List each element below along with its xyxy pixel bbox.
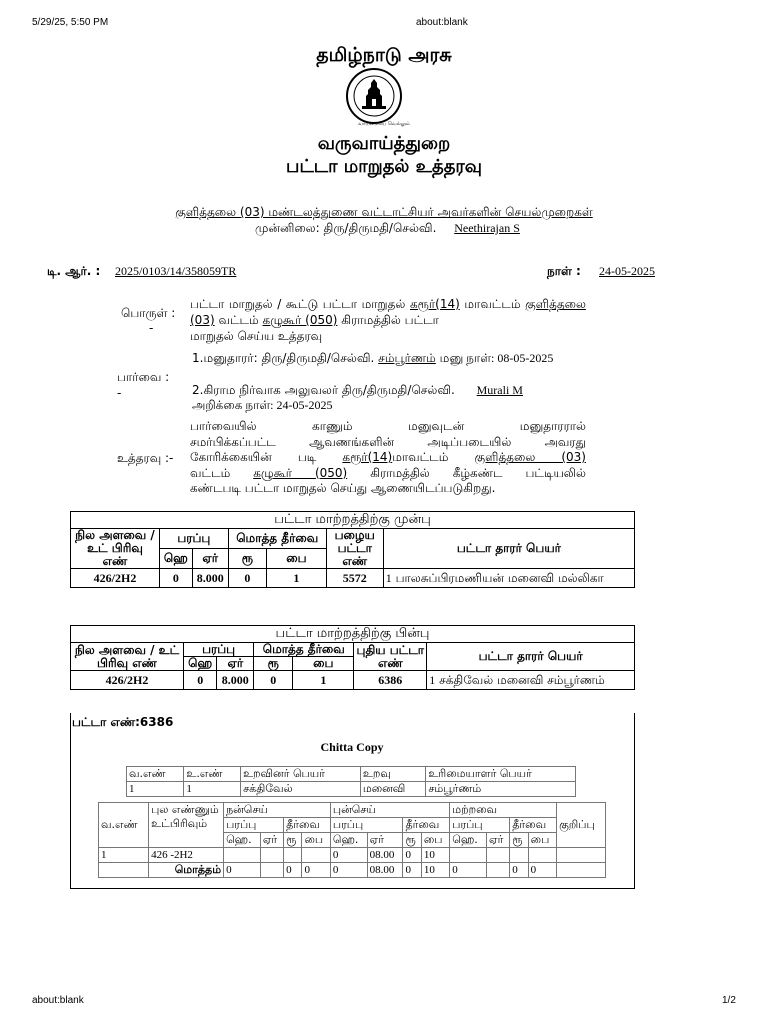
perusal-label: பார்வை : — [117, 370, 170, 384]
chitta-land-table: வ.எண் புல எண்ணும் உட்பிரிவும் நன்செய் புன்செய் மற்றவை குறிப்பு பரப்பு தீர்வை பரப்பு தீர்வை பரப்பு தீர்வை ஹெ. ஏர் ரூ பை ஹெ. ஏர் ரூ பை ஹெ. ஏர் ரூ பை 1 426 -2H2 0 08.00 0 10 மொத்தம் 0 0 0 0 08.00 0 10 0 0 0 — [98, 802, 606, 878]
perusal-ref-1: 1.மனுதாரர்: திரு/திருமதி/செல்வி. சம்பூர்ணம் மனு நாள்: 08-05-2025 — [192, 351, 554, 365]
print-datetime: 5/29/25, 5:50 PM — [32, 17, 109, 28]
chitta-patta-number: பட்டா எண்:6386 — [72, 715, 174, 729]
patta-before-table: பட்டா மாற்றத்திற்கு முன்பு நில அளவை / உட் பிரிவு எண் பரப்பு மொத்த தீர்வை பழைய பட்டா எண் பட்டா தாரர் பெயர் ஹெ ஏர் ரூ பை 426/2H2 0 8.000 0 1 5572 1 பாலசுப்பிரமணியன் மனைவி மல்லிகா — [70, 511, 635, 588]
subject-label: பொருள் : — [121, 306, 176, 320]
print-page-number: 1/2 — [722, 995, 736, 1006]
print-page-title: about:blank — [416, 17, 468, 28]
order-label: உத்தரவு :- — [117, 451, 174, 465]
order-date: 24-05-2025 — [599, 264, 655, 278]
chitta-title: Chitta Copy — [320, 740, 384, 754]
subject-text: பட்டா மாறுதல் / கூட்டு பட்டா மாறுதல் கரூர்(14) மாவட்டம் குளித்தலை (03) வட்டம் கழுகூர் (050) கிராமத்தில் பட்டா மாறுதல் செய்ய உத்தரவு — [190, 297, 586, 343]
date-label: நாள் : — [547, 264, 581, 278]
order-text: பார்வையில் காணும் மனுவுடன் மனுதாரரால் சமர்பிக்கப்பட்ட ஆவணங்களின் அடிப்படையில் அவரது கோரிக்கையின் படி கரூர்(14)மாவட்டம் குளித்தலை (03) வட்டம் கழுகூர் (050) கிராமத்தில் கீழ்கண்ட பட்டியலில் கண்டபடி பட்டா மாறுதல் செய்து ஆணையிடப்படுகிறது. — [190, 419, 586, 495]
department-title: வருவாய்த்துறை — [317, 133, 451, 154]
print-footer-url: about:blank — [32, 995, 84, 1006]
presence-line — [255, 221, 520, 236]
reference-number: 2025/0103/14/358059TR — [115, 264, 237, 278]
order-title: பட்டா மாறுதல் உத்தரவு — [286, 156, 482, 177]
tn-emblem-icon — [346, 68, 402, 124]
patta-after-table: பட்டா மாற்றத்திற்கு பின்பு நில அளவை / உட் பிரிவு எண் பரப்பு மொத்த தீர்வை புதிய பட்டா எண் பட்டா தாரர் பெயர் ஹெ ஏர் ரூ பை 426/2H2 0 8.000 0 1 6386 1 சக்திவேல் மனைவி சம்பூர்ணம் — [70, 625, 635, 690]
emblem-motto: வாய்மையே வெல்லும் — [358, 121, 410, 127]
subject-dash: - — [149, 321, 154, 335]
perusal-ref-2: 2.கிராம நிர்வாக அலுவலர் திரு/திருமதி/செல்வி. Murali M அறிக்கை நாள்: 24-05-2025 — [192, 383, 523, 412]
presence-label: முன்னிலை: திரு/திருமதி/செல்வி. — [255, 221, 437, 235]
chitta-owners-table: வ.எண் உ.எண் உறவினர் பெயர் உறவு உரிமையாளர் பெயர் 1 1 சக்திவேல் மனைவி சம்பூர்ணம் — [126, 766, 576, 797]
reference-label: டி. ஆர். : — [47, 264, 101, 278]
presence-name: Neethirajan S — [454, 221, 520, 235]
government-title: தமிழ்நாடு அரசு — [316, 44, 452, 66]
office-line: குளித்தலை (03) மண்டலத்துணை வட்டாட்சியர் அவர்களின் செயல்முறைகள் — [175, 205, 593, 219]
perusal-dash: - — [117, 386, 122, 400]
